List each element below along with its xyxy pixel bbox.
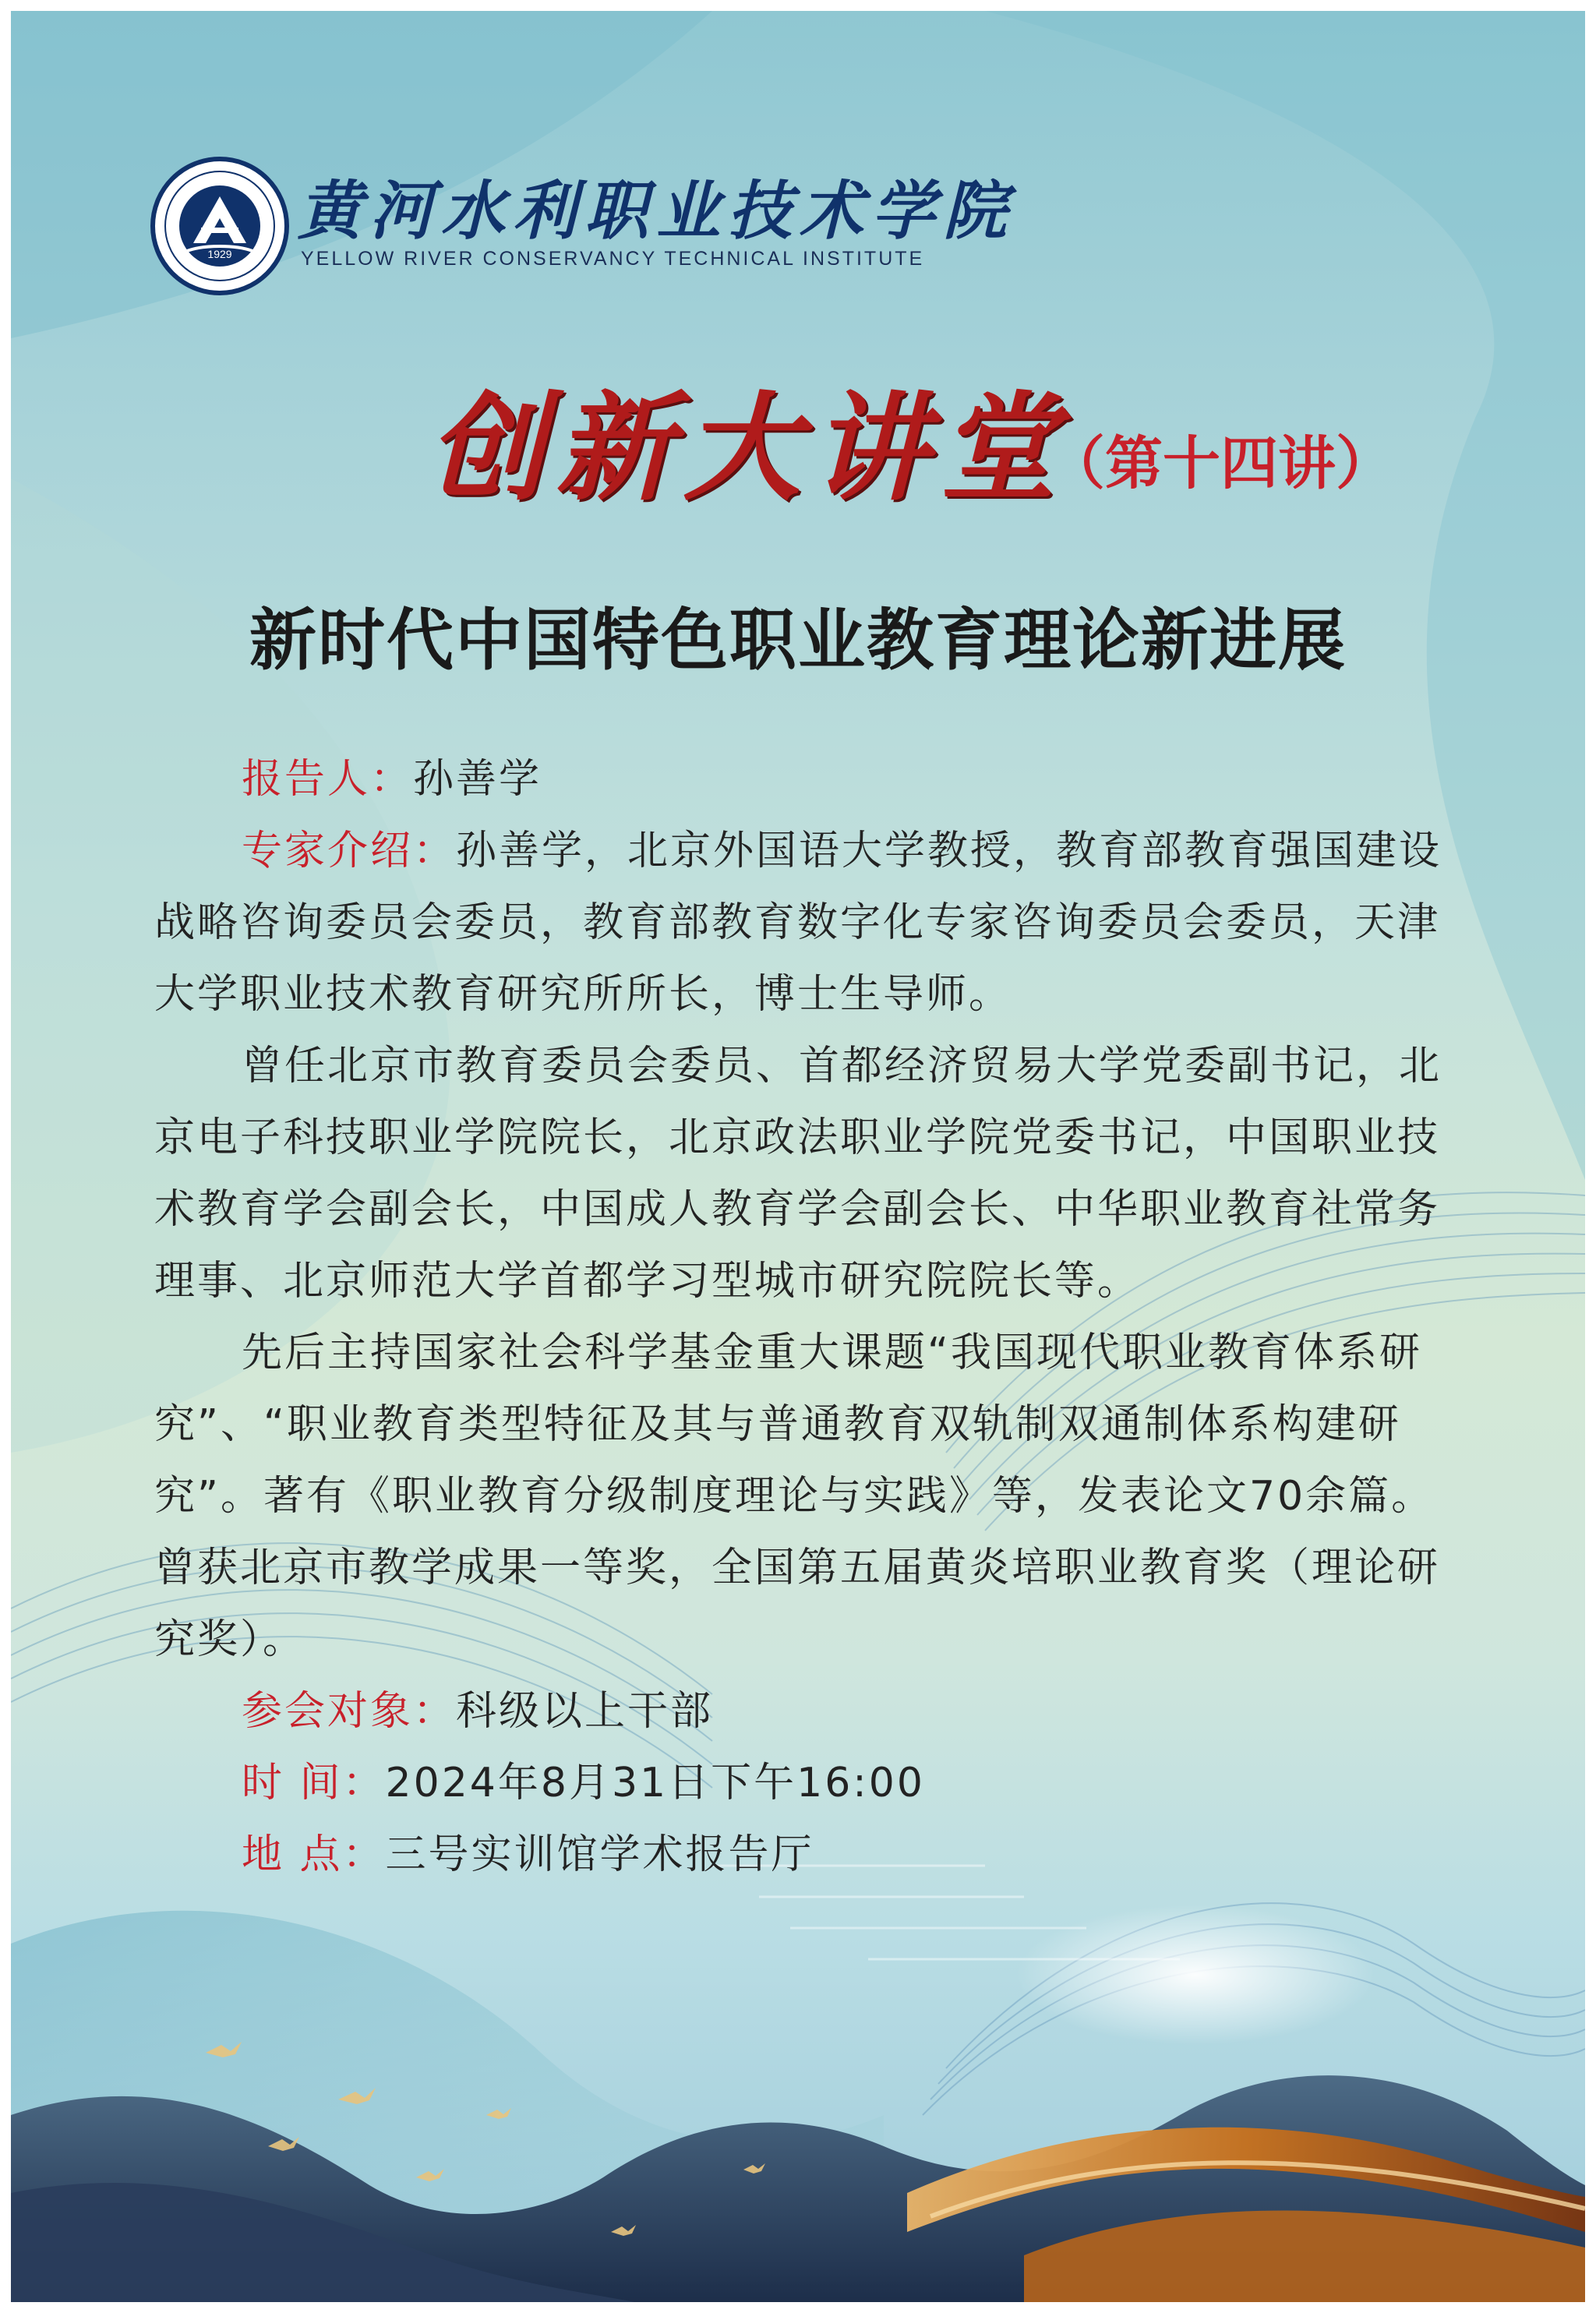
speaker-label: 报告人： — [242, 756, 414, 803]
school-name-cn: 黄河水利职业技术学院 — [298, 174, 1015, 249]
place-label: 地 点： — [242, 1831, 386, 1878]
speaker-line — [154, 743, 1448, 815]
speaker-value: 孙善学 — [413, 756, 542, 803]
time-label: 时 间： — [242, 1760, 386, 1806]
report-title: 新时代中国特色职业教育理论新进展 — [249, 602, 1347, 680]
time-value: 2024年8月31日下午16:00 — [385, 1760, 925, 1806]
place-value: 三号实训馆学术报告厅 — [385, 1831, 814, 1878]
details-block — [154, 743, 1448, 1891]
school-emblem-icon — [150, 156, 290, 296]
emblem-year: 1929 — [207, 248, 232, 260]
audience-label: 参会对象： — [242, 1688, 457, 1735]
intro-label: 专家介绍： — [242, 828, 457, 874]
place-line — [154, 1819, 1448, 1891]
audience-line — [154, 1676, 1448, 1747]
research-paragraph: 先后主持国家社会科学基金重大课题“我国现代职业教育体系研究”、“职业教育类型特征及其与普通教育双轨制双通制体系构建研究”。著有《职业教育分级制度理论与实践》等，发表论文70余篇。曾获北京市教学成果一等奖，全国第五届黄炎培职业教育奖（理论研究奖）。 — [154, 1330, 1441, 1663]
time-line — [154, 1747, 1448, 1819]
audience-value: 科级以上干部 — [456, 1688, 714, 1735]
poster — [11, 11, 1585, 2302]
career-paragraph: 曾任北京市教育委员会委员、首都经济贸易大学党委副书记，北京电子科技职业学院院长，北京政法职业学院党委书记，中国职业技术教育学会副会长，中国成人教育学会副会长、中华职业教育社常务理事、北京师范大学首都学习型城市研究院院长等。 — [154, 1043, 1442, 1305]
intro-paragraph — [154, 815, 1448, 1030]
intro-text: 孙善学，北京外国语大学教授，教育部教育强国建设战略咨询委员会委员，教育部教育数字化专家咨询委员会委员，天津大学职业技术教育研究所所长，博士生导师。 — [154, 828, 1442, 1018]
lecture-series-title: 创新大讲堂 — [428, 380, 1068, 517]
school-name-en: YELLOW RIVER CONSERVANCY TECHNICAL INSTITUTE — [301, 248, 925, 270]
lecture-issue-number: （第十四讲） — [1047, 430, 1393, 497]
